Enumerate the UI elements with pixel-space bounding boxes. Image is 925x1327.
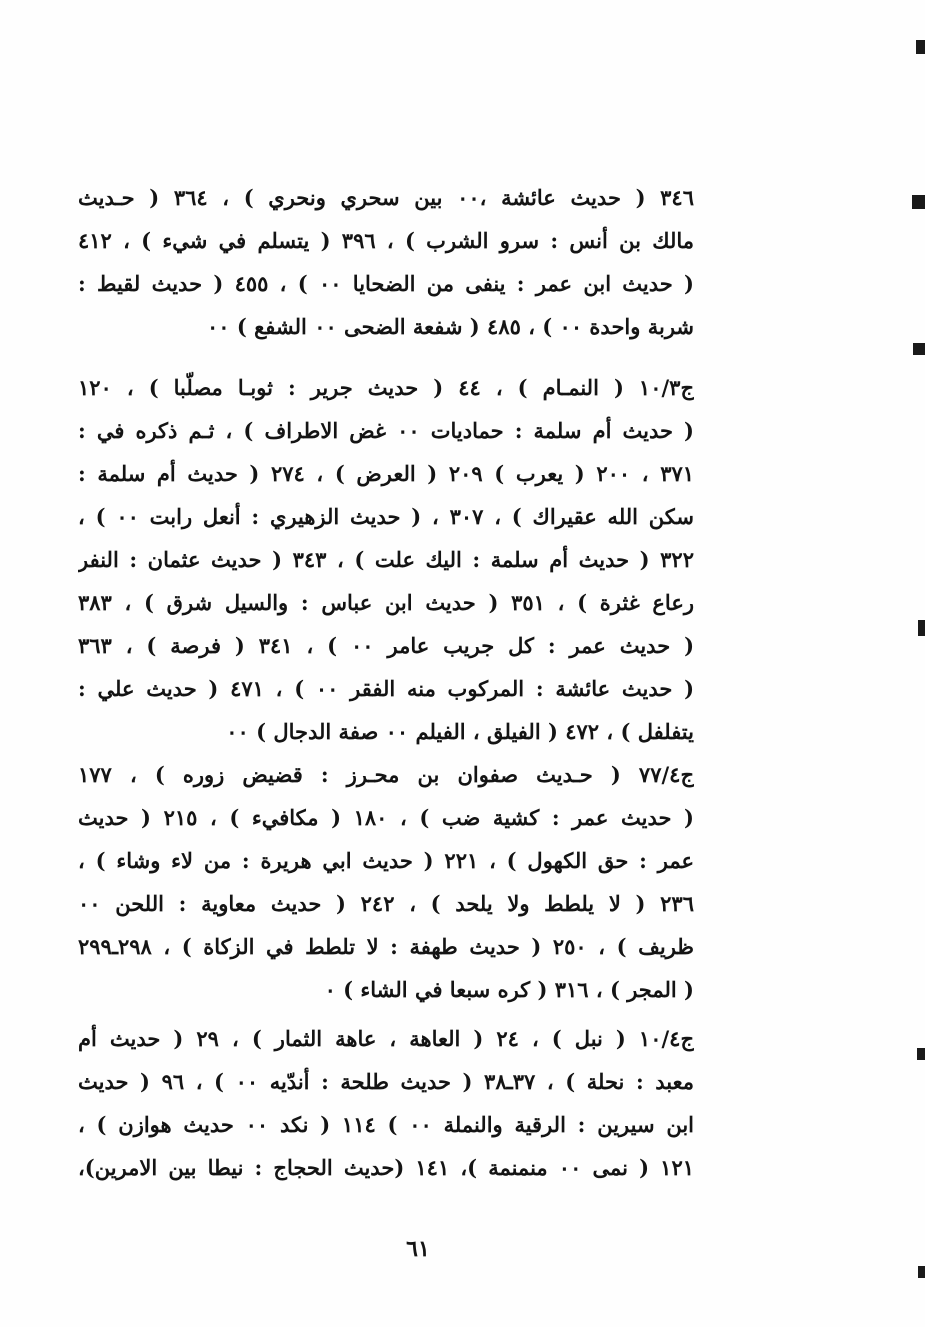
scan-edge-mark [913,343,925,355]
text-line: ٣٤٦ ( حديث عائشة ،٠٠ بين سحري ونحري ) ، ٣٦٤ ( حـديث [78,185,694,210]
scan-edge-mark [916,40,925,54]
scan-edge-mark [912,195,925,209]
text-line: سكن الله عقيراك ) ، ٣٠٧ ، ( حديث الزهيري : أنعل رابت ٠٠ ) ، [78,504,694,529]
text-line: ابن سيرين : الرقية والنملة ٠٠ ) ١١٤ ( نكد ٠٠ حديث هوازن ) ، [78,1112,694,1137]
paragraph-1 [78,176,694,348]
text-line: ج١٠/٤ ( نبل ) ، ٢٤ ( العاهة ، عاهة الثمار ) ، ٢٩ ( حديث أم [78,1026,694,1051]
text-line: عمر : حق الكهول ) ، ٢٢١ ( حديث ابي هريرة : من لاء وشاء ) ، [78,848,694,873]
scan-edge-mark [917,1048,925,1060]
page-number: ٦١ [406,1236,430,1262]
text-line: ( حديث عمر : كل جريب عامر ٠٠ ) ، ٣٤١ ( فرصة ) ، ٣٦٣ [78,633,694,658]
text-line: ( المجر ) ، ٣١٦ ( كره سبعا في الشاء ) ٠ [324,977,694,1002]
text-line: ( حديث ابن عمر : ينفى من الضحايا ٠٠ ) ، ٤٥٥ ( حديث لقيط : [78,271,694,296]
paragraph-4 [78,1017,694,1189]
text-line: ٢٣٦ ( لا يلطط ولا يلحد ) ، ٢٤٢ ( حديث معاوية : اللحن ٠٠ [78,891,694,916]
text-line: معبد : نحلة ) ، ٣٧ـ٣٨ ( حديث طلحة : أندّيه ٠٠ ) ، ٩٦ ( حديث [78,1069,694,1094]
paragraph-3 [78,753,694,1011]
scan-edge-mark [918,620,925,636]
text-line: ٣٢٢ ( حديث أم سلمة : اليك علت ) ، ٣٤٣ ( حديث عثمان : النفر [78,547,694,572]
text-line: ( حديث عائشة : المركوب منه الفقر ٠٠ ) ، ٤٧١ ( حديث علي : [78,676,694,701]
text-line: شربة واحدة ٠٠ ) ، ٤٨٥ ( شفعة الضحى ٠٠ الشفع ) ٠٠ [206,314,694,339]
scan-edge-mark [918,1266,925,1278]
text-line: ج١٠/٣ ( النمـام ) ، ٤٤ ( حديث جرير : ثوبـا مصلّبا ) ، ١٢٠ [78,375,694,400]
text-line: مالك بن أنس : سرو الشرب ) ، ٣٩٦ ( يتسلم في شيء ) ، ٤١٢ [78,228,694,253]
text-line: ( حديث أم سلمة : حماديات ٠٠ غض الاطراف ) ، ثـم ذكره في : [78,418,694,443]
text-line: رعاع غثرة ) ، ٣٥١ ( حديث ابن عباس : والسيل شرق ) ، ٣٨٣ [78,590,694,615]
text-line: ( حديث عمر : كشية ضب ) ، ١٨٠ ( مكافيء ) ، ٢١٥ ( حديث [78,805,694,830]
text-line: ١٢١ ( نمى ٠٠ منمنمة )، ١٤١ (حديث الحجاج : نيطا بين الامرين)، [78,1155,694,1180]
text-line: ٣٧١ ، ٢٠٠ ( يعرب ) ٢٠٩ ( العرض ) ، ٢٧٤ ( حديث أم سلمة : [78,461,694,486]
text-line: يتفلفل ) ، ٤٧٢ ( الفيلق ، الفيلم ٠٠ صفة الدجال ) ٠٠ [226,719,694,744]
paragraph-2 [78,366,694,753]
text-line: ج٧٧/٤ ( حـديث صفوان بن محـرز : قضيض زوره ) ، ١٧٧ [78,762,694,787]
text-line: ظريف ) ، ٢٥٠ ( حديث طهفة : لا تلطط في الزكاة ) ، ٢٩٨ـ٢٩٩ [78,934,694,959]
